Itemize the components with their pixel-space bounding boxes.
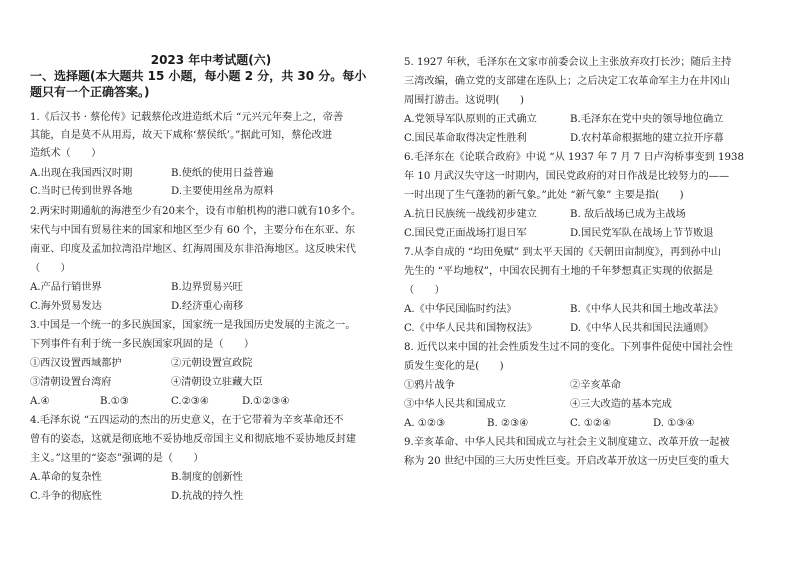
q5-option-a[interactable]: A.党领导军队原则的正式确立 bbox=[404, 114, 537, 125]
q1-line-3: 造纸术（ ） bbox=[30, 148, 102, 159]
q7-option-d[interactable]: D.《中华人民共和国民法通则》 bbox=[570, 323, 714, 334]
q2-option-b[interactable]: B.边界贸易兴旺 bbox=[171, 282, 243, 293]
q2-option-d[interactable]: D.经济重心南移 bbox=[171, 301, 244, 312]
q7-line-2: 先生的 “平均地权”，中国农民拥有土地的千年梦想真正实现的依据是 bbox=[404, 266, 714, 277]
q6-option-a[interactable]: A.抗日民族统一战线初步建立 bbox=[404, 209, 537, 220]
q7-option-c[interactable]: C.《中华人民共和国物权法》 bbox=[404, 323, 537, 334]
q3-line-2: 下列事件有利于统一多民族国家巩固的是（ ） bbox=[30, 339, 255, 350]
q8-item-3: ③中华人民共和国成立 bbox=[404, 399, 506, 410]
q3-item-1: ①西汉设置西域都护 bbox=[30, 358, 122, 369]
q8-option-b[interactable]: B. ②③④ bbox=[487, 418, 529, 429]
q2-line-4: （ ） bbox=[30, 263, 71, 274]
q5-option-c[interactable]: C.国民革命取得决定性胜利 bbox=[404, 133, 527, 144]
q3-option-c[interactable]: C.②③④ bbox=[171, 396, 210, 407]
q8-item-4: ④三大改造的基本完成 bbox=[570, 399, 672, 410]
q4-line-1: 4.毛泽东说 “五四运动的杰出的历史意义，在于它带着为辛亥革命还不 bbox=[30, 415, 344, 426]
q3-item-3: ③清朝设置台湾府 bbox=[30, 377, 112, 388]
q5-line-2: 三湾改编，确立党的支部建在连队上；之后决定工农革命军主力在井冈山 bbox=[404, 76, 730, 87]
q9-line-2: 称为 20 世纪中国的三大历史性巨变。开启改革开放这一历史巨变的重大 bbox=[404, 456, 730, 467]
q4-option-b[interactable]: B.制度的创新性 bbox=[171, 472, 243, 483]
q3-option-b[interactable]: B.①③ bbox=[100, 396, 129, 407]
q2-option-a[interactable]: A.产品行销世界 bbox=[30, 282, 102, 293]
q3-option-a[interactable]: A.④ bbox=[30, 396, 50, 407]
q4-option-c[interactable]: C.斗争的彻底性 bbox=[30, 491, 102, 502]
q5-line-3: 周围打游击。这说明( ) bbox=[404, 95, 525, 106]
q6-line-2: 年 10 月武汉失守这一时期内，国民党政府的对日作战是比较努力的—— bbox=[404, 171, 730, 182]
q8-line-1: 8. 近代以来中国的社会性质发生过不同的变化。下列事件促使中国社会性 bbox=[404, 342, 733, 353]
section-heading-line-1: 一、选择题(本大题共 15 小题，每小题 2 分，共 30 分。每小 bbox=[30, 69, 367, 83]
q1-line-1: 1.《后汉书 · 蔡伦传》记载蔡伦改进造纸术后 “元兴元年奏上之，帝善 bbox=[30, 112, 344, 123]
q6-option-d[interactable]: D.国民党军队在战场上节节败退 bbox=[570, 228, 714, 239]
q8-option-a[interactable]: A. ①②③ bbox=[404, 418, 446, 429]
q2-line-1: 2.两宋时期通航的海港至少有20来个，设有市舶机构的港口就有10多个。 bbox=[30, 206, 362, 217]
q7-option-a[interactable]: A.《中华民国临时约法》 bbox=[404, 304, 517, 315]
q1-line-2: 其能，自是莫不从用焉，故天下咸称‘蔡侯纸’。”据此可知，蔡伦改进 bbox=[30, 130, 333, 141]
q8-item-2: ②辛亥革命 bbox=[570, 380, 621, 391]
q2-option-c[interactable]: C.海外贸易发达 bbox=[30, 301, 102, 312]
q8-option-c[interactable]: C. ①②④ bbox=[570, 418, 612, 429]
q1-option-b[interactable]: B.使纸的使用日益普遍 bbox=[171, 168, 274, 179]
q6-line-1: 6.毛泽东在《论联合政府》中说 “从 1937 年 7 月 7 日卢沟桥事变到 1938 bbox=[404, 152, 744, 163]
q3-line-1: 3.中国是一个统一的多民族国家，国家统一是我国历史发展的主流之一。 bbox=[30, 320, 356, 331]
q4-line-2: 曾有的姿态，这就是彻底地不妥协地反帝国主义和彻底地不妥协地反封建 bbox=[30, 434, 356, 445]
q9-line-1: 9.辛亥革命、中华人民共和国成立与社会主义制度建立、改革开放一起被 bbox=[404, 437, 730, 448]
q2-line-3: 南亚、印度及孟加拉湾沿岸地区、红海周围及东非沿海地区。这反映宋代 bbox=[30, 244, 356, 255]
q7-line-1: 7.从李自成的 “均田免赋” 到太平天国的《天朝田亩制度》，再到孙中山 bbox=[404, 247, 721, 258]
section-heading-line-2: 题只有一个正确答案。) bbox=[30, 85, 150, 99]
q8-line-2: 质发生变化的是( ) bbox=[404, 361, 504, 372]
exam-title: 2023 年中考试题(六) bbox=[150, 53, 272, 67]
q3-item-4: ④清朝设立驻藏大臣 bbox=[171, 377, 263, 388]
q7-line-3: （ ） bbox=[404, 285, 445, 296]
q1-option-d[interactable]: D.主要使用丝帛为原料 bbox=[171, 186, 274, 197]
q2-line-2: 宋代与中国有贸易往来的国家和地区至少有 60 个，主要分布在东亚、东 bbox=[30, 225, 356, 236]
q8-option-d[interactable]: D. ①③④ bbox=[653, 418, 695, 429]
q3-option-d[interactable]: D.①②③④ bbox=[242, 396, 290, 407]
q5-option-d[interactable]: D.农村革命根据地的建立拉开序幕 bbox=[570, 133, 724, 144]
q6-option-b[interactable]: B. 敌后战场已成为主战场 bbox=[570, 209, 686, 220]
q3-item-2: ②元朝设置宣政院 bbox=[171, 358, 253, 369]
q6-option-c[interactable]: C.国民党正面战场打退日军 bbox=[404, 228, 527, 239]
q7-option-b[interactable]: B.《中华人民共和国土地改革法》 bbox=[570, 304, 724, 315]
q4-option-a[interactable]: A.革命的复杂性 bbox=[30, 472, 102, 483]
q4-option-d[interactable]: D.抗战的持久性 bbox=[171, 491, 244, 502]
q6-line-3: 一时出现了生气蓬勃的新气象。”此处 “新气象” 主要是指( ) bbox=[404, 190, 684, 201]
q8-item-1: ①鸦片战争 bbox=[404, 380, 455, 391]
q1-option-a[interactable]: A.出现在我国西汉时期 bbox=[30, 168, 133, 179]
q4-line-3: 主义。”这里的“姿态”强调的是（ ） bbox=[30, 453, 204, 464]
q5-line-1: 5. 1927 年秋，毛泽东在文家市前委会议上主张放弃攻打长沙；随后主持 bbox=[404, 57, 732, 68]
q5-option-b[interactable]: B.毛泽东在党中央的领导地位确立 bbox=[570, 114, 724, 125]
q1-option-c[interactable]: C.当时已传到世界各地 bbox=[30, 186, 133, 197]
